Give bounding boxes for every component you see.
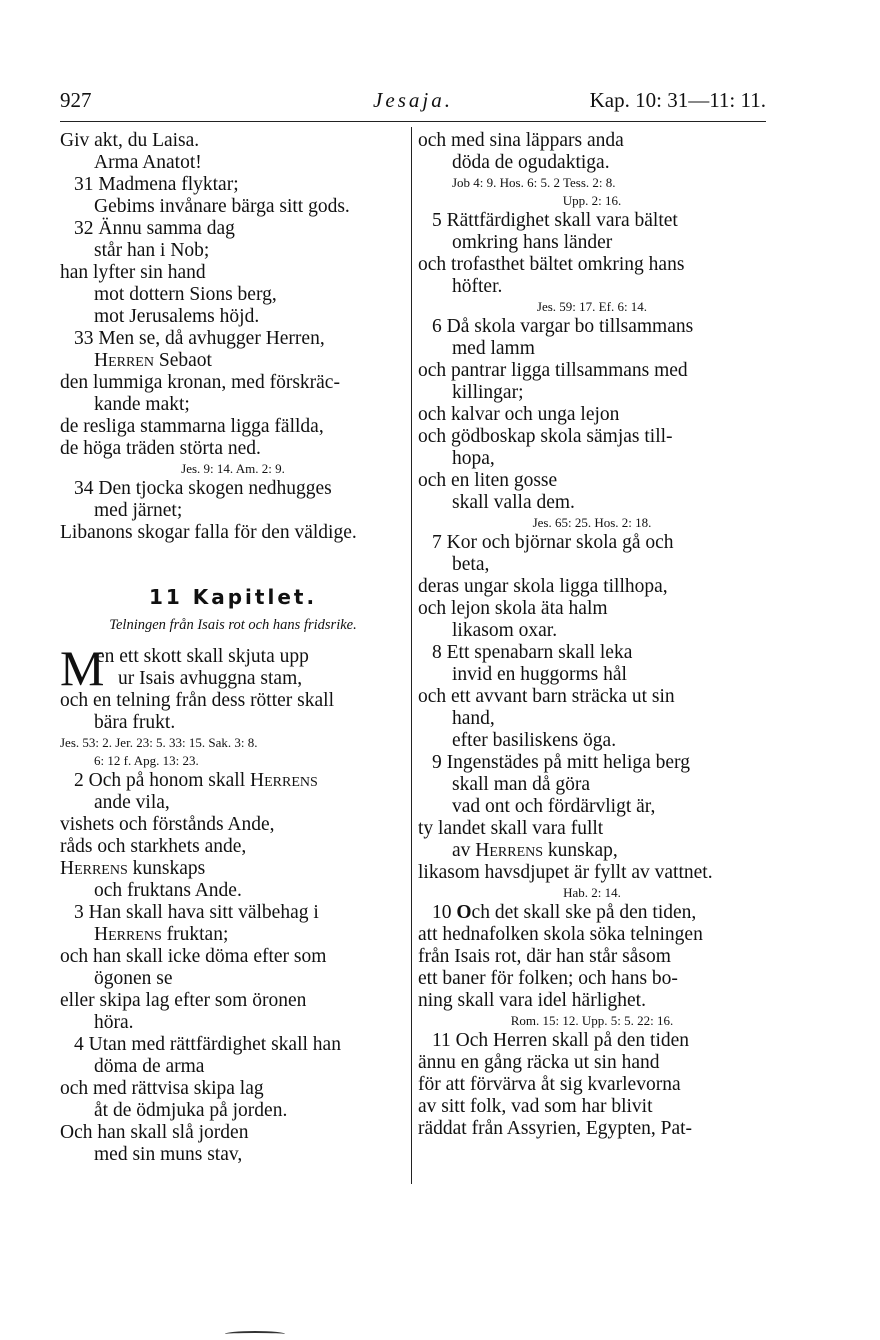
verse-line: 9 Ingenstädes på mitt heliga berg [432, 752, 690, 773]
verse-line: han lyfter sin hand [60, 262, 206, 283]
verse-line: 4 Utan med rättfärdighet skall han [74, 1034, 341, 1055]
verse-line: likasom havsdjupet är fyllt av vattnet. [418, 862, 713, 883]
verse-line: åt de ödmjuka på jorden. [94, 1100, 288, 1121]
book-title: Jesaja. [373, 88, 453, 112]
drop-cap: M [60, 640, 105, 696]
verse-line: omkring hans länder [452, 232, 613, 253]
verse-line: med lamm [452, 338, 535, 359]
footer-ornament [225, 1331, 285, 1337]
divine-name: Herrens [475, 840, 544, 861]
verse-line: från Isais rot, där han står såsom [418, 946, 671, 967]
verse-line: och ett avvant barn sträcka ut sin [418, 686, 675, 707]
left-column [60, 130, 406, 1166]
verse-line: eller skipa lag efter som öronen [60, 990, 307, 1011]
cross-reference: Jes. 65: 25. Hos. 2: 18. [532, 515, 652, 530]
verse-line: och med rättvisa skipa lag [60, 1078, 264, 1099]
column-divider [411, 127, 412, 1184]
cross-reference: 6: 12 f. Apg. 13: 23. [94, 753, 199, 768]
verse-line: och en telning från dess rötter skall [60, 690, 334, 711]
verse-line: skall man då göra [452, 774, 591, 795]
verse-line: höfter. [452, 276, 503, 297]
verse-line: Och han skall slå jorden [60, 1122, 249, 1143]
verse-line: Gebims invånare bärga sitt gods. [94, 196, 350, 217]
verse-line: och en liten gosse [418, 470, 558, 491]
verse-line: ögonen se [94, 968, 173, 989]
verse-line: invid en huggorms hål [452, 664, 627, 685]
divine-name: Herrens [60, 858, 128, 879]
verse-line: 34 Den tjocka skogen nedhugges [74, 478, 332, 499]
cross-reference: Jes. 53: 2. Jer. 23: 5. 33: 15. Sak. 3: 8. [60, 735, 258, 750]
text-span: av [452, 840, 476, 861]
cross-reference: Jes. 9: 14. Am. 2: 9. [181, 461, 285, 476]
verse-line: döda de ogudaktiga. [452, 152, 610, 173]
chapter-reference: Kap. 10: 31—11: 11. [589, 88, 766, 112]
verse-line: ande vila, [94, 792, 170, 813]
verse-line: 33 Men se, då avhugger Herren, [74, 328, 325, 349]
verse-line: 5 Rättfärdighet skall vara bältet [432, 210, 678, 231]
chapter-title: 11 Kapitlet. [148, 585, 318, 609]
verse-line: räddat från Assyrien, Egypten, Pat- [418, 1118, 693, 1139]
cross-reference: Jes. 59: 17. Ef. 6: 14. [536, 299, 648, 314]
verse-line: efter basiliskens öga. [452, 730, 617, 751]
verse-line: och pantrar ligga tillsammans med [418, 360, 688, 381]
verse-line: höra. [94, 1012, 134, 1033]
verse-line: att hednafolken skola söka telningen [418, 924, 703, 945]
verse-line: ännu en gång räcka ut sin hand [418, 1052, 660, 1073]
verse-line: och han skall icke döma efter som [60, 946, 327, 967]
divine-name: Herren [94, 350, 154, 371]
verse-line: kande makt; [94, 394, 190, 415]
verse-line: med järnet; [94, 500, 183, 521]
verse-line [60, 350, 406, 372]
cross-reference: Job 4: 9. Hos. 6: 5. 2 Tess. 2: 8. [452, 175, 616, 190]
text-span: kunskap, [543, 840, 618, 861]
verse-line: mot dottern Sions berg, [94, 284, 277, 305]
verse-line: ett baner för folken; och hans bo- [418, 968, 678, 989]
verse-line: bära frukt. [94, 712, 176, 733]
verse-line: den lummiga kronan, med förskräc- [60, 372, 340, 393]
verse-line: ning skall vara idel härlighet. [418, 990, 646, 1011]
verse-line: Arma Anatot! [94, 152, 202, 173]
cross-reference: Rom. 15: 12. Upp. 5: 5. 22: 16. [510, 1013, 674, 1028]
verse-line: de resliga stammarna ligga fällda, [60, 416, 324, 437]
right-column [418, 130, 766, 1140]
verse-line: och fruktans Ande. [94, 880, 242, 901]
verse-line: 8 Ett spenabarn skall leka [432, 642, 633, 663]
chapter-opening [60, 640, 406, 696]
verse-line: råds och starkhets ande, [60, 836, 247, 857]
divine-name: Herrens [94, 924, 162, 945]
verse-line: Giv akt, du Laisa. [60, 130, 200, 151]
verse-line [418, 902, 766, 924]
running-header [60, 88, 766, 118]
cross-reference: Upp. 2: 16. [562, 193, 622, 208]
verse-line: och gödboskap skola sämjas till- [418, 426, 673, 447]
verse-line: och trofasthet bältet omkring hans [418, 254, 685, 275]
verse-line: vad ont och fördärvligt är, [452, 796, 656, 817]
verse-line: 3 Han skall hava sitt välbehag i [74, 902, 319, 923]
verse-line: ty landet skall vara fullt [418, 818, 604, 839]
text-span: fruktan; [161, 924, 229, 945]
chapter-subtitle: Telningen från Isais rot och hans fridsrike. [109, 617, 357, 633]
page-number: 927 [60, 88, 92, 112]
verse-line [60, 770, 406, 792]
verse-line: 32 Ännu samma dag [74, 218, 235, 239]
cross-reference: Hab. 2: 14. [563, 885, 621, 900]
initial-letter: O [456, 902, 472, 923]
verse-line [60, 924, 406, 946]
text-span: Sebaot [153, 350, 212, 371]
verse-line: Libanons skogar falla för den väldige. [60, 522, 357, 543]
verse-line: för att förvärva åt sig kvarlevorna [418, 1074, 681, 1095]
verse-line: hand, [452, 708, 495, 729]
verse-line: likasom oxar. [452, 620, 558, 641]
verse-line: killingar; [452, 382, 524, 403]
verse-line [60, 858, 406, 880]
verse-line: de höga träden störta ned. [60, 438, 261, 459]
verse-line: 6 Då skola vargar bo tillsammans [432, 316, 694, 337]
verse-line: med sin muns stav, [94, 1144, 243, 1165]
verse-line: en ett skott skall skjuta upp [96, 646, 309, 667]
verse-line: mot Jerusalems höjd. [94, 306, 260, 327]
verse-line: och lejon skola äta halm [418, 598, 608, 619]
verse-line: beta, [452, 554, 490, 575]
verse-line: 31 Madmena flyktar; [74, 174, 239, 195]
text-span: 10 [432, 902, 457, 923]
verse-line: 7 Kor och björnar skola gå och [432, 532, 674, 553]
verse-line: vishets och förstånds Ande, [60, 814, 275, 835]
verse-line: och kalvar och unga lejon [418, 404, 620, 425]
divine-name: Herrens [250, 770, 318, 791]
text-span: 2 Och på honom skall [74, 770, 251, 791]
header-rule [60, 121, 766, 122]
verse-line: 11 Och Herren skall på den tiden [432, 1030, 690, 1051]
text-span: ch det skall ske på den tiden, [471, 902, 697, 923]
verse-line: deras ungar skola ligga tillhopa, [418, 576, 668, 597]
verse-line: döma de arma [94, 1056, 205, 1077]
verse-line [418, 840, 766, 862]
verse-line: ur Isais avhuggna stam, [118, 668, 303, 689]
verse-line: hopa, [452, 448, 495, 469]
verse-line: skall valla dem. [452, 492, 575, 513]
verse-line: av sitt folk, vad som har blivit [418, 1096, 653, 1117]
text-span: kunskaps [127, 858, 206, 879]
verse-line: och med sina läppars anda [418, 130, 624, 151]
verse-line: står han i Nob; [94, 240, 210, 261]
